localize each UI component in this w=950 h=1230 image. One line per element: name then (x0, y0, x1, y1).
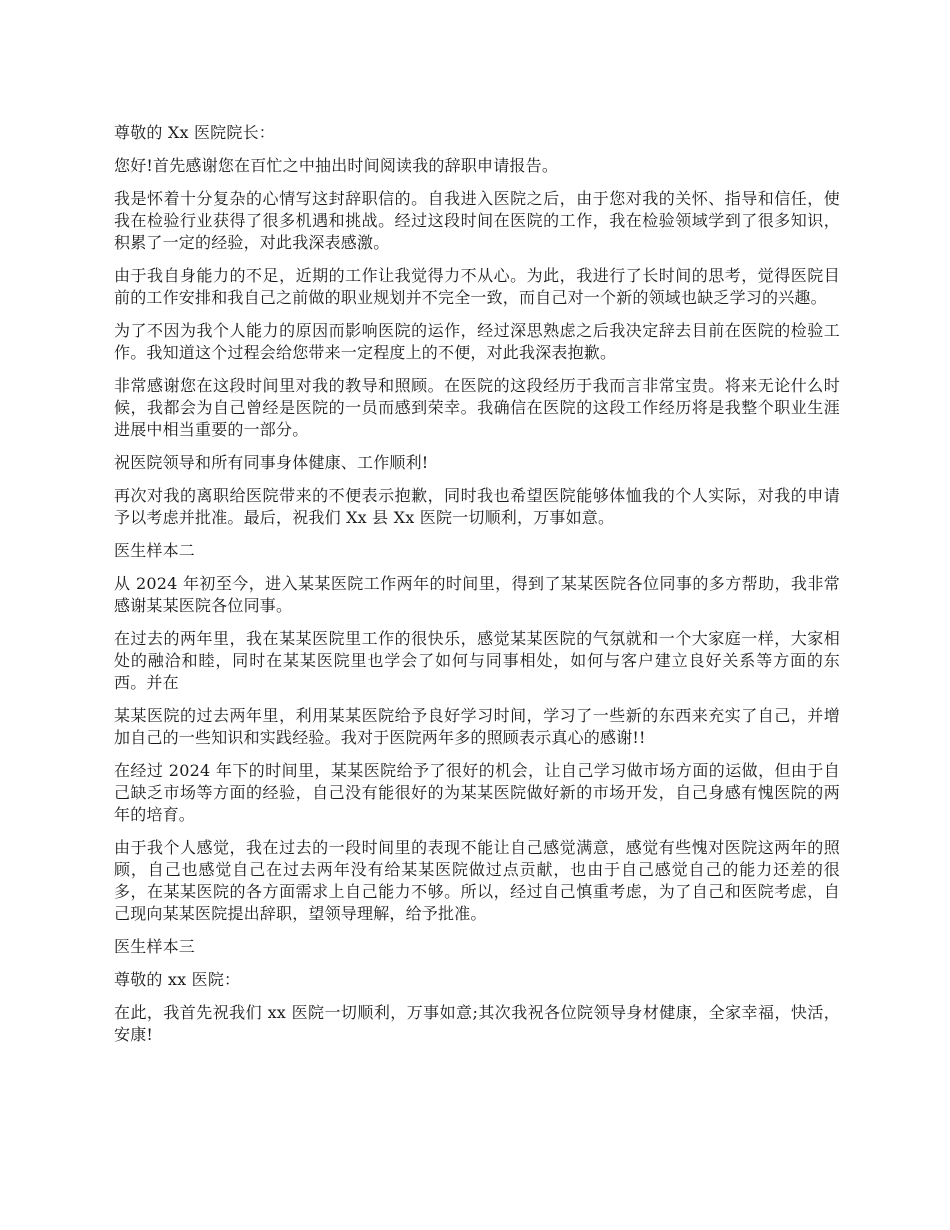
section-heading: 医生样本二 (114, 541, 196, 560)
body-paragraph: 在此，我首先祝我们 xx 医院一切顺利，万事如意;其次我祝各位院领导身材健康，全家幸福，快活，安康! (114, 1003, 840, 1044)
body-paragraph: 某某医院的过去两年里，利用某某医院给予良好学习时间，学习了一些新的东西来充实了自己，并增加自己的一些知识和实践经验。我对于医院两年多的照顾表示真心的感谢!! (114, 706, 840, 747)
body-paragraph: 非常感谢您在这段时间里对我的教导和照顾。在医院的这段经历于我而言非常宝贵。将来无论什么时候，我都会为自己曾经是医院的一员而感到荣幸。我确信在医院的这段工作经历将是我整个职业生涯进展中相当重要的一部分。 (114, 376, 840, 439)
body-paragraph: 从 2024 年初至今，进入某某医院工作两年的时间里，得到了某某医院各位同事的多方帮助，我非常感谢某某医院各位同事。 (114, 574, 840, 615)
salutation: 尊敬的 Xx 医院院长： (114, 123, 275, 142)
body-paragraph: 由于我自身能力的不足，近期的工作让我觉得力不从心。为此，我进行了长时间的思考，觉得医院目前的工作安排和我自己之前做的职业规划并不完全一致，而自己对一个新的领域也缺乏学习的兴趣。 (114, 266, 840, 307)
body-paragraph: 由于我个人感觉，我在过去的一段时间里的表现不能让自己感觉满意，感觉有些愧对医院这两年的照顾，自己也感觉自己在过去两年没有给某某医院做过点贡献，也由于自己感觉自己的能力还差的很多，在某某医院的各方面需求上自己能力不够。所以，经过自己慎重考虑，为了自己和医院考虑，自己现向某某医院提出辞职，望领导理解，给予批准。 (114, 838, 840, 923)
closing-paragraph: 再次对我的离职给医院带来的不便表示抱歉，同时我也希望医院能够体恤我的个人实际，对我的申请予以考虑并批准。最后，祝我们 Xx 县 Xx 医院一切顺利，万事如意。 (114, 486, 840, 527)
wishes-paragraph: 祝医院领导和所有同事身体健康、工作顺利! (114, 453, 429, 472)
greeting-paragraph: 您好!首先感谢您在百忙之中抽出时间阅读我的辞职申请报告。 (114, 156, 559, 175)
salutation: 尊敬的 xx 医院： (114, 970, 241, 989)
document-page (114, 122, 840, 1057)
section-heading: 医生样本三 (114, 937, 196, 956)
body-paragraph: 我是怀着十分复杂的心情写这封辞职信的。自我进入医院之后，由于您对我的关怀、指导和信任，使我在检验行业获得了很多机遇和挑战。经过这段时间在医院的工作，我在检验领域学到了很多知识，积累了一定的经验，对此我深表感激。 (114, 189, 840, 252)
body-paragraph: 在过去的两年里，我在某某医院里工作的很快乐，感觉某某医院的气氛就和一个大家庭一样，大家相处的融洽和睦，同时在某某医院里也学会了如何与同事相处，如何与客户建立良好关系等方面的东西。并在 (114, 629, 840, 692)
body-paragraph: 为了不因为我个人能力的原因而影响医院的运作，经过深思熟虑之后我决定辞去目前在医院的检验工作。我知道这个过程会给您带来一定程度上的不便，对此我深表抱歉。 (114, 321, 840, 362)
body-paragraph: 在经过 2024 年下的时间里，某某医院给予了很好的机会，让自己学习做市场方面的运做，但由于自己缺乏市场等方面的经验，自己没有能很好的为某某医院做好新的市场开发，自己身感有愧医院的两年的培育。 (114, 761, 840, 824)
